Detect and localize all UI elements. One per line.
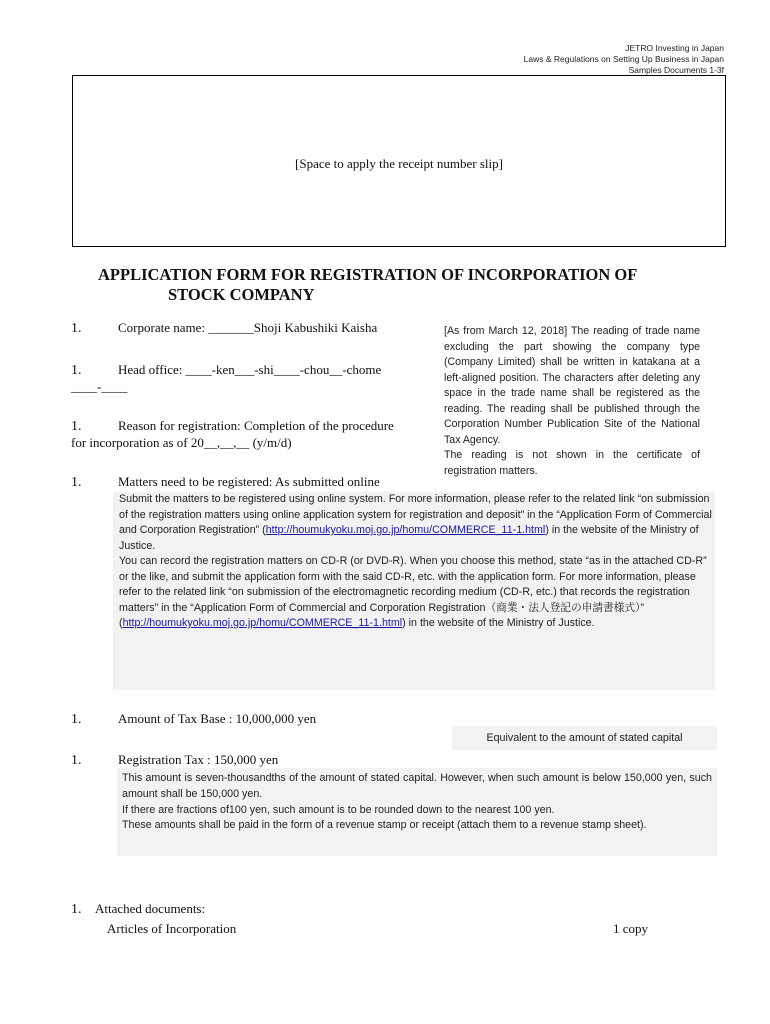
item-number: 1. <box>71 475 82 490</box>
item-text-continued: for incorporation as of 20__,__,__ (y/m/d) <box>71 435 292 450</box>
receipt-slip-label: [Space to apply the receipt number slip] <box>295 156 503 171</box>
item-corporate-name <box>71 320 377 337</box>
document-header <box>524 43 724 76</box>
item-number: 1. <box>71 363 82 378</box>
item-text-continued: ____-____ <box>71 379 128 394</box>
note-text: You can record the registration matters on CD-R (or DVD-R). When you choose this method, state “as in the attached CD-R” or the like, and submit the application form with the said CD-R, etc. with the application form. For more information, please refer to the related link “on submission of the electromagnetic recording medium (CD-R, etc.) that records the registration matters” in the “Application Form of Commercial and Corporation Registration（商業・法人登記の申請書様式）” <box>119 555 707 614</box>
item-number: 1. <box>71 321 82 336</box>
note-text: ) in the website of the Ministry of Justice. <box>119 524 699 552</box>
online-submission-note: Submit the matters to be registered using online system. For more information, please refer to the related link “on submission of the registration matters using online application system for registration and deposit” in the “Application Form of Commercial and Corporation Registration” (http://houmukyoku.moj.go.jp/homu/COMMERCE_11-1.html) in the website of the Ministry of Justice. You can record the registration matters on CD-R (or DVD-R). When you choose this method, state “as in the attached CD-R” or the like, and submit the application form with the said CD-R, etc. with the application form. For more information, please refer to the related link “on submission of the electromagnetic recording medium (CD-R, etc.) that records the registration matters” in the “Application Form of Commercial and Corporation Registration（商業・法人登記の申請書様式）” (http://houmukyoku.moj.go.jp/homu/COMMERCE_11-1.html) in the website of the Ministry of Justice. <box>113 492 715 690</box>
page-title <box>98 265 718 305</box>
item-head-office <box>71 362 431 395</box>
item-text: Amount of Tax Base : 10,000,000 yen <box>118 711 317 726</box>
note-text: ) in the website of the Ministry of Justice. <box>402 617 595 629</box>
item-text: Registration Tax : 150,000 yen <box>118 752 279 767</box>
title-line: STOCK COMPANY <box>168 285 315 304</box>
note-text: The reading is not shown in the certificate of registration matters. <box>444 449 700 477</box>
item-text: Corporate name: _______Shoji Kabushiki Kaisha <box>118 320 378 335</box>
item-number: 1. <box>71 419 82 434</box>
attached-document-copies: 1 copy <box>613 921 649 936</box>
title-line: APPLICATION FORM FOR REGISTRATION OF INCORPORATION OF <box>98 265 638 284</box>
item-reason <box>71 418 431 451</box>
trade-name-note <box>444 324 700 479</box>
header-line: JETRO Investing in Japan <box>625 43 724 53</box>
item-text: Reason for registration: Completion of the procedure <box>118 418 394 433</box>
receipt-slip-box <box>72 75 726 247</box>
note-text: [As from March 12, 2018] The reading of trade name excluding the part showing the company type (Company Limited) shall be written in katakana at a left-aligned position. The characters after deleting any space in the trade name shall be registered as the reading. The reading shall be published through the Corporation Number Publication Site of the National Tax Agency. <box>444 325 700 446</box>
equivalent-note: Equivalent to the amount of stated capital <box>452 726 717 750</box>
attached-document-name: Articles of Incorporation <box>107 921 237 936</box>
item-text: Matters need to be registered: As submitted online <box>118 474 380 489</box>
item-attached-documents <box>71 901 205 918</box>
note-text: Submit the matters to be registered using online system. For more information, please refer to the related link “on submission of the registration matters using online application system for registration and deposit” in the “Application Form of Commercial and Corporation Registration” <box>119 493 712 536</box>
note-text: If there are fractions of100 yen, such amount is to be rounded down to the nearest 100 yen. <box>122 803 555 816</box>
item-text: Head office: ____-ken___-shi____-chou__-chome <box>118 362 382 377</box>
item-text: Attached documents: <box>95 901 206 916</box>
item-number: 1. <box>71 753 82 768</box>
registration-tax-note <box>117 768 717 856</box>
moj-link[interactable]: http://houmukyoku.moj.go.jp/homu/COMMERCE_11-1.html <box>122 617 403 629</box>
item-tax-base <box>71 711 316 728</box>
item-number: 1. <box>71 902 82 917</box>
item-matters <box>71 474 380 491</box>
header-line: Samples Documents 1-3f <box>628 65 724 75</box>
item-registration-tax <box>71 752 278 769</box>
note-text: These amounts shall be paid in the form of a revenue stamp or receipt (attach them to a revenue stamp sheet). <box>122 819 647 832</box>
moj-link[interactable]: http://houmukyoku.moj.go.jp/homu/COMMERCE_11-1.html <box>265 524 546 536</box>
item-number: 1. <box>71 712 82 727</box>
header-line: Laws & Regulations on Setting Up Business in Japan <box>523 54 724 64</box>
note-text: This amount is seven-thousandths of the amount of stated capital. However, when such amount is below 150,000 yen, such amount shall be 150,000 yen. <box>122 772 712 800</box>
